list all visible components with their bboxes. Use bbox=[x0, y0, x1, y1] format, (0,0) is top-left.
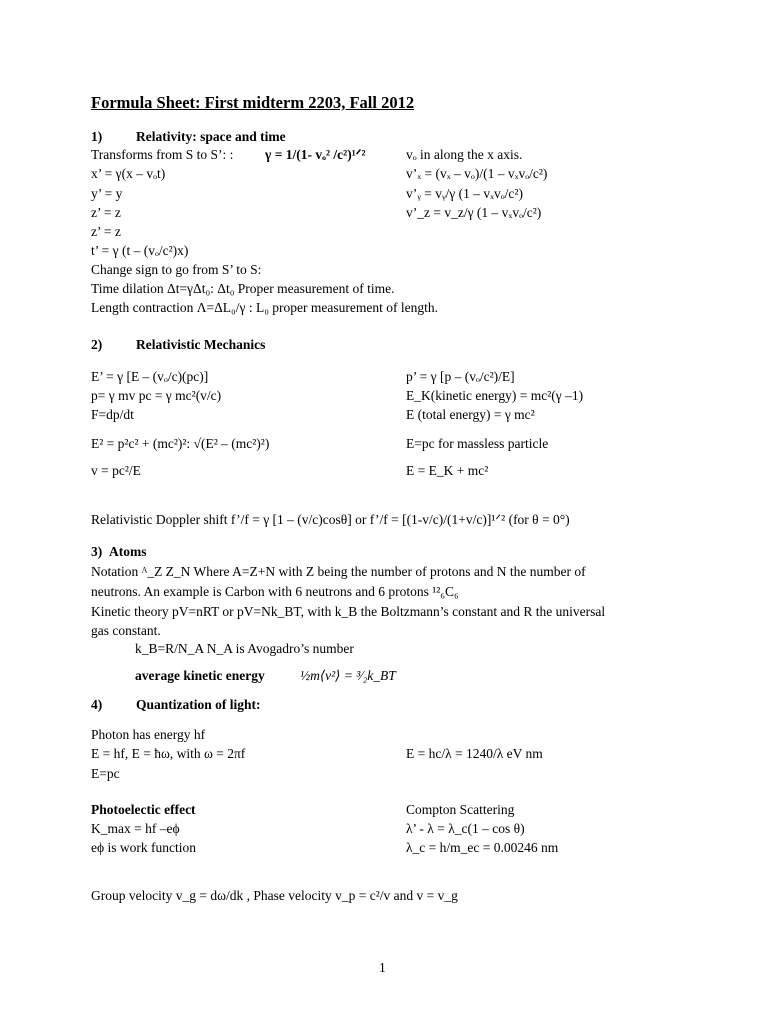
section-3-heading: Atoms bbox=[109, 544, 147, 559]
notation-example: neutrons. An example is Carbon with 6 neutrons and 6 protons ¹²₆C₆ bbox=[91, 584, 459, 599]
total-energy: E (total energy) = γ mc² bbox=[406, 407, 535, 422]
average-ke-formula: ½m⟨v²⟩ = ³⁄₂k_BT bbox=[300, 668, 396, 683]
section-4-header bbox=[91, 697, 261, 713]
section-1-number: 1) bbox=[91, 129, 103, 144]
boltzmann-relation: k_B=R/N_A N_A is Avogadro’s number bbox=[135, 641, 354, 656]
average-ke-label: average kinetic energy bbox=[135, 668, 265, 683]
x-transform: x’ = γ(x – vₒt) bbox=[91, 166, 166, 181]
z-transform: z’ = z bbox=[91, 205, 121, 220]
velocity-definition: v = pc²/E bbox=[91, 463, 141, 478]
energy-pc: E=pc bbox=[91, 766, 120, 781]
section-3-number: 3) bbox=[91, 544, 103, 559]
section-1-heading: Relativity: space and time bbox=[136, 129, 286, 144]
energy-hf: E = hf, E = ħω, with ω = 2πf bbox=[91, 746, 246, 761]
gamma-definition: γ = 1/(1- vₒ² /c²)¹ᐟ² bbox=[265, 147, 366, 162]
energy-hc: E = hc/λ = 1240/λ eV nm bbox=[406, 746, 543, 761]
y-transform: y’ = y bbox=[91, 186, 123, 201]
energy-momentum-relation: E² = p²c² + (mc²)²: √(E² – (mc²)²) bbox=[91, 436, 270, 451]
compton-heading: Compton Scattering bbox=[406, 802, 515, 817]
section-2-heading: Relativistic Mechanics bbox=[136, 337, 266, 352]
photon-energy: Photon has energy hf bbox=[91, 727, 206, 742]
group-phase-velocity: Group velocity v_g = dω/dk , Phase velocity v_p = c²/v and v = v_g bbox=[91, 888, 458, 903]
section-2-number: 2) bbox=[91, 337, 103, 352]
energy-sum: E = E_K + mc² bbox=[406, 463, 489, 478]
change-sign-note: Change sign to go from S’ to S: bbox=[91, 262, 262, 277]
notation-line: Notation ᴬ_Z Z_N Where A=Z+N with Z being the number of protons and N the number of bbox=[91, 564, 586, 579]
kmax-formula: K_max = hf –eϕ bbox=[91, 821, 180, 836]
doppler-shift: Relativistic Doppler shift f’/f = γ [1 – (v/c)cosθ] or f’/f = [(1-v/c)/(1+v/c)]¹ᐟ² (for θ = 0°) bbox=[91, 512, 570, 527]
length-contraction: Length contraction Λ=ΔL₀/γ : L₀ proper measurement of length. bbox=[91, 300, 438, 315]
time-dilation: Time dilation Δt=γΔt₀: Δt₀ Proper measurement of time. bbox=[91, 281, 395, 296]
work-function: eϕ is work function bbox=[91, 840, 196, 855]
photoelectric-heading: Photoelectic effect bbox=[91, 802, 196, 817]
kinetic-energy: E_K(kinetic energy) = mc²(γ –1) bbox=[406, 388, 584, 403]
t-transform: t’ = γ (t – (vₒ/c²)x) bbox=[91, 243, 189, 258]
section-4-number: 4) bbox=[91, 697, 103, 712]
transforms-label: Transforms from S to S’: : bbox=[91, 147, 234, 162]
massless-particle: E=pc for massless particle bbox=[406, 436, 549, 451]
v0-note: vₒ in along the x axis. bbox=[406, 147, 523, 162]
momentum-definition: p= γ mv pc = γ mc²(v/c) bbox=[91, 388, 222, 403]
momentum-transform: p’ = γ [p – (vₒ/c²)/E] bbox=[406, 369, 515, 384]
kinetic-theory: Kinetic theory pV=nRT or pV=Nk_BT, with k_B the Boltzmann’s constant and R the universal bbox=[91, 604, 606, 619]
section-1-header bbox=[91, 129, 286, 145]
z-transform-2: z’ = z bbox=[91, 224, 121, 239]
vx-transform: v’ₓ = (vₓ – vₒ)/(1 – vₓvₒ/c²) bbox=[406, 166, 548, 181]
section-2-header bbox=[91, 337, 265, 353]
compton-wavelength: λ_c = h/m_ec = 0.00246 nm bbox=[406, 840, 559, 855]
vz-transform: v’_z = v_z/γ (1 – vₓvₒ/c²) bbox=[406, 205, 542, 220]
page-number: 1 bbox=[379, 960, 386, 975]
vy-transform: v’ᵧ = vᵧ/γ (1 – vₓvₒ/c²) bbox=[406, 186, 523, 201]
section-3-header bbox=[91, 544, 147, 560]
force-definition: F=dp/dt bbox=[91, 407, 134, 422]
section-4-heading: Quantization of light: bbox=[136, 697, 261, 712]
page-title: Formula Sheet: First midterm 2203, Fall 2012 bbox=[91, 93, 415, 112]
compton-formula: λ’ - λ = λ_c(1 – cos θ) bbox=[406, 821, 525, 836]
energy-transform: E’ = γ [E – (vₒ/c)(pc)] bbox=[91, 369, 209, 384]
kinetic-theory-cont: gas constant. bbox=[91, 623, 161, 638]
